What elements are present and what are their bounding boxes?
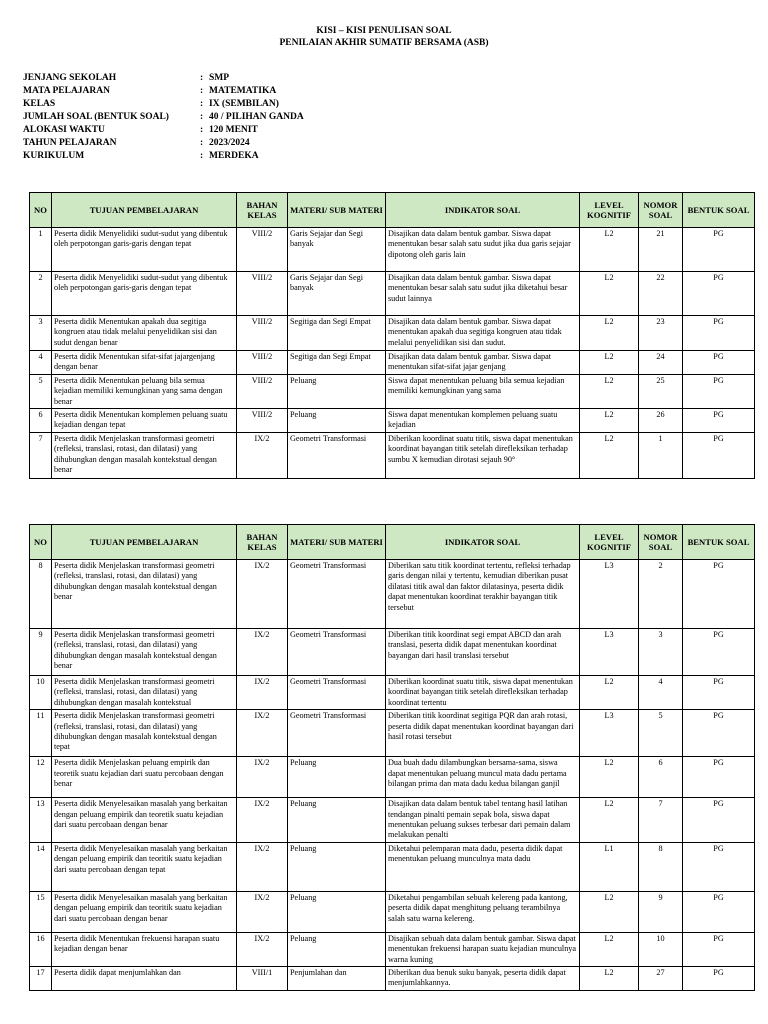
cell-nomor: 6 xyxy=(639,757,683,798)
cell-bentuk: PG xyxy=(683,757,755,798)
table-row xyxy=(30,432,755,478)
cell-bahan-kelas: VIII/2 xyxy=(237,409,288,433)
cell-tujuan: Peserta didik Menentukan sifat-sifat jajargenjang dengan benar xyxy=(52,351,237,375)
cell-indikator: Diberikan titik koordinat segitiga PQR dan arah rotasi, peserta didik dapat menentukan koordinat bayangan dari hasil rotasi tersebut xyxy=(386,710,580,757)
cell-bentuk: PG xyxy=(683,967,755,991)
cell-materi: Garis Sejajar dan Segi banyak xyxy=(288,272,386,316)
cell-no: 17 xyxy=(30,967,52,991)
cell-materi: Geometri Transformasi xyxy=(288,676,386,710)
info-value: SMP xyxy=(209,73,230,83)
cell-no: 3 xyxy=(30,316,52,351)
info-row xyxy=(23,98,304,111)
cell-tujuan: Peserta didik Menjelaskan transformasi geometri (refleksi, translasi, rotasi, dan dilatasi) yang dihubungkan dengan masalah kontekstual dengan benar xyxy=(52,432,237,478)
cell-tujuan: Peserta didik Menjelaskan peluang empirik dan teoretik suatu kejadian dari suatu percobaan dengan benar xyxy=(52,757,237,798)
cell-level: L1 xyxy=(580,842,639,891)
header-bentuk: BENTUK SOAL xyxy=(683,525,755,560)
info-label: JENJANG SEKOLAH xyxy=(23,73,117,83)
cell-bahan-kelas: IX/2 xyxy=(237,891,288,932)
table-row xyxy=(30,316,755,351)
cell-nomor: 26 xyxy=(639,409,683,433)
cell-bentuk: PG xyxy=(683,891,755,932)
cell-level: L3 xyxy=(580,629,639,676)
cell-nomor: 4 xyxy=(639,676,683,710)
cell-nomor: 1 xyxy=(639,432,683,478)
info-colon: : xyxy=(200,138,204,148)
cell-indikator: Disajikan sebuah data dalam bentuk gambar. Siswa dapat menentukan frekuensi harapan suatu kejadian munculnya warna kuning xyxy=(386,932,580,966)
header-no: NO xyxy=(30,525,52,560)
cell-bentuk: PG xyxy=(683,228,755,272)
cell-level: L2 xyxy=(580,316,639,351)
cell-materi: Peluang xyxy=(288,842,386,891)
cell-no: 4 xyxy=(30,351,52,375)
cell-tujuan: Peserta didik Menentukan frekuensi harapan suatu kejadian dengan benar xyxy=(52,932,237,966)
header-tujuan: TUJUAN PEMBELAJARAN xyxy=(52,193,237,228)
table-row xyxy=(30,629,755,676)
cell-indikator: Siswa dapat menentukan komplemen peluang suatu kejadian xyxy=(386,409,580,433)
cell-bentuk: PG xyxy=(683,316,755,351)
cell-bahan-kelas: IX/2 xyxy=(237,932,288,966)
cell-indikator: Disajikan data dalam bentuk gambar. Siswa dapat menentukan besar salah satu sudut jika dua garis sejajar dipotong oleh garis lain xyxy=(386,228,580,272)
cell-bahan-kelas: IX/2 xyxy=(237,710,288,757)
header-no: NO xyxy=(30,193,52,228)
cell-bentuk: PG xyxy=(683,272,755,316)
cell-level: L3 xyxy=(580,560,639,629)
info-colon: : xyxy=(200,86,204,96)
cell-tujuan: Peserta didik Menjelaskan transformasi geometri (refleksi, translasi, rotasi, dan dilatasi) yang dihubungkan dengan masalah kontekstual dengan tepat xyxy=(52,710,237,757)
header-materi: MATERI/ SUB MATERI xyxy=(288,193,386,228)
cell-indikator: Diberikan koordinat suatu titik, siswa dapat menentukan koordinat bayangan titik setelah direfleksikan terhadap sumbu X kemudian dirotasi sejauh 90° xyxy=(386,432,580,478)
cell-bentuk: PG xyxy=(683,798,755,843)
cell-materi: Peluang xyxy=(288,409,386,433)
cell-no: 11 xyxy=(30,710,52,757)
cell-no: 15 xyxy=(30,891,52,932)
cell-level: L2 xyxy=(580,757,639,798)
info-value: IX (SEMBILAN) xyxy=(209,99,279,109)
cell-level: L2 xyxy=(580,272,639,316)
table-row xyxy=(30,967,755,991)
cell-no: 1 xyxy=(30,228,52,272)
cell-no: 13 xyxy=(30,798,52,843)
info-row xyxy=(23,72,304,85)
cell-materi: Peluang xyxy=(288,798,386,843)
info-colon: : xyxy=(200,99,204,109)
cell-level: L2 xyxy=(580,351,639,375)
cell-bentuk: PG xyxy=(683,351,755,375)
cell-bentuk: PG xyxy=(683,560,755,629)
cell-nomor: 24 xyxy=(639,351,683,375)
cell-nomor: 7 xyxy=(639,798,683,843)
table-row xyxy=(30,932,755,966)
cell-level: L2 xyxy=(580,374,639,408)
kisi-table-1 xyxy=(29,192,755,479)
cell-nomor: 9 xyxy=(639,891,683,932)
info-colon: : xyxy=(200,151,204,161)
cell-nomor: 21 xyxy=(639,228,683,272)
cell-indikator: Diketahui pengambilan sebuah kelereng pada kantong, peserta didik dapat menghitung peluang terambilnya salah satu warna kelereng. xyxy=(386,891,580,932)
cell-tujuan: Peserta didik dapat menjumlahkan dan xyxy=(52,967,237,991)
cell-indikator: Diberikan dua benuk suku banyak, peserta didik dapat menjumlahkannya. xyxy=(386,967,580,991)
cell-nomor: 27 xyxy=(639,967,683,991)
cell-indikator: Disajikan data dalam bentuk tabel tentang hasil latihan tendangan pinalti pemain sepak bola, siswa dapat menentukan peluang sukses terbesar dari pemain dalam melakukan penalti xyxy=(386,798,580,843)
cell-indikator: Diketahui pelemparan mata dadu, peserta didik dapat menentukan peluang munculnya mata dadu xyxy=(386,842,580,891)
info-value: 40 / PILIHAN GANDA xyxy=(209,112,304,122)
cell-materi: Penjumlahan dan xyxy=(288,967,386,991)
cell-bahan-kelas: IX/2 xyxy=(237,560,288,629)
table-row xyxy=(30,757,755,798)
table-header-row xyxy=(30,525,755,560)
cell-bahan-kelas: VIII/2 xyxy=(237,316,288,351)
cell-bentuk: PG xyxy=(683,374,755,408)
cell-level: L2 xyxy=(580,228,639,272)
cell-materi: Peluang xyxy=(288,757,386,798)
info-colon: : xyxy=(200,112,204,122)
cell-level: L3 xyxy=(580,710,639,757)
info-value: 120 MENIT xyxy=(209,125,258,135)
cell-bentuk: PG xyxy=(683,409,755,433)
table-row xyxy=(30,710,755,757)
cell-bahan-kelas: VIII/1 xyxy=(237,967,288,991)
info-value: MATEMATIKA xyxy=(209,86,277,96)
cell-bahan-kelas: IX/2 xyxy=(237,757,288,798)
info-colon: : xyxy=(200,125,204,135)
cell-bentuk: PG xyxy=(683,432,755,478)
cell-tujuan: Peserta didik Menyelesaikan masalah yang berkaitan dengan peluang empirik dan teoritik suatu kejadian dari suatu percobaan dengan benar xyxy=(52,891,237,932)
cell-indikator: Dua buah dadu dilambungkan bersama-sama, siswa dapat menentukan peluang muncul mata dadu pertama bilangan prima dan mata dadu kedua bilangan ganjil xyxy=(386,757,580,798)
cell-tujuan: Peserta didik Menyelidiki sudut-sudut yang dibentuk oleh perpotongan garis-garis dengan tepat xyxy=(52,272,237,316)
cell-materi: Geometri Transformasi xyxy=(288,432,386,478)
cell-no: 10 xyxy=(30,676,52,710)
table-row xyxy=(30,228,755,272)
cell-no: 8 xyxy=(30,560,52,629)
cell-tujuan: Peserta didik Menjelaskan transformasi geometri (refleksi, translasi, rotasi, dan dilatasi) yang dihubungkan dengan masalah kontekstual xyxy=(52,676,237,710)
info-row xyxy=(23,150,304,163)
cell-indikator: Diberikan titik koordinat segi empat ABCD dan arah translasi, peserta didik dapat menentukan koordinat bayangan dari hasil translasi tersebut xyxy=(386,629,580,676)
header-bentuk: BENTUK SOAL xyxy=(683,193,755,228)
cell-indikator: Disajikan data dalam bentuk gambar. Siswa dapat menentukan sifat-sifat jajar genjang xyxy=(386,351,580,375)
cell-no: 14 xyxy=(30,842,52,891)
cell-tujuan: Peserta didik Menyelidiki sudut-sudut yang dibentuk oleh perpotongan garis-garis dengan tepat xyxy=(52,228,237,272)
cell-bahan-kelas: VIII/2 xyxy=(237,228,288,272)
cell-tujuan: Peserta didik Menentukan peluang bila semua kejadian memiliki kemungkinan yang sama dengan benar xyxy=(52,374,237,408)
table-row xyxy=(30,351,755,375)
cell-level: L2 xyxy=(580,798,639,843)
cell-bahan-kelas: VIII/2 xyxy=(237,272,288,316)
cell-no: 7 xyxy=(30,432,52,478)
cell-materi: Garis Sejajar dan Segi banyak xyxy=(288,228,386,272)
cell-level: L2 xyxy=(580,967,639,991)
cell-materi: Geometri Transformasi xyxy=(288,629,386,676)
header-level: LEVEL KOGNITIF xyxy=(580,525,639,560)
cell-nomor: 10 xyxy=(639,932,683,966)
info-label: KELAS xyxy=(23,99,56,109)
cell-no: 2 xyxy=(30,272,52,316)
cell-level: L2 xyxy=(580,432,639,478)
cell-bentuk: PG xyxy=(683,710,755,757)
cell-no: 9 xyxy=(30,629,52,676)
header-bahan-kelas: BAHAN KELAS xyxy=(237,193,288,228)
cell-bahan-kelas: IX/2 xyxy=(237,842,288,891)
table-row xyxy=(30,374,755,408)
info-label: KURIKULUM xyxy=(23,151,85,161)
table-row xyxy=(30,798,755,843)
cell-level: L2 xyxy=(580,891,639,932)
cell-bentuk: PG xyxy=(683,842,755,891)
cell-materi: Peluang xyxy=(288,932,386,966)
cell-tujuan: Peserta didik Menentukan komplemen peluang suatu kejadian dengan tepat xyxy=(52,409,237,433)
info-row xyxy=(23,111,304,124)
info-label: JUMLAH SOAL (BENTUK SOAL) xyxy=(23,112,169,122)
info-value: 2023/2024 xyxy=(209,138,250,148)
cell-nomor: 22 xyxy=(639,272,683,316)
header-nomor: NOMOR SOAL xyxy=(639,193,683,228)
cell-tujuan: Peserta didik Menyelesaikan masalah yang berkaitan dengan peluang empirik dan teoretik suatu kejadian dari suatu percobaan dengan benar xyxy=(52,798,237,843)
cell-materi: Segitiga dan Segi Empat xyxy=(288,316,386,351)
header-materi: MATERI/ SUB MATERI xyxy=(288,525,386,560)
table-row xyxy=(30,272,755,316)
header-level: LEVEL KOGNITIF xyxy=(580,193,639,228)
info-value: MERDEKA xyxy=(209,151,259,161)
cell-materi: Geometri Transformasi xyxy=(288,560,386,629)
cell-nomor: 8 xyxy=(639,842,683,891)
cell-indikator: Disajikan data dalam bentuk gambar. Siswa dapat menentukan besar salah satu sudut jika diketahui besar sudut lainnya xyxy=(386,272,580,316)
info-row xyxy=(23,85,304,98)
cell-nomor: 23 xyxy=(639,316,683,351)
cell-bahan-kelas: IX/2 xyxy=(237,676,288,710)
info-label: ALOKASI WAKTU xyxy=(23,125,105,135)
cell-tujuan: Peserta didik Menentukan apakah dua segitiga kongruen atau tidak melalui penyelidikan sisi dan sudut dengan benar xyxy=(52,316,237,351)
cell-materi: Geometri Transformasi xyxy=(288,710,386,757)
document-info xyxy=(23,72,304,163)
kisi-table-2 xyxy=(29,524,755,991)
header-bahan-kelas: BAHAN KELAS xyxy=(237,525,288,560)
cell-level: L2 xyxy=(580,676,639,710)
cell-no: 5 xyxy=(30,374,52,408)
header-indikator: INDIKATOR SOAL xyxy=(386,525,580,560)
cell-bahan-kelas: IX/2 xyxy=(237,629,288,676)
table-row xyxy=(30,842,755,891)
document-subtitle: PENILAIAN AKHIR SUMATIF BERSAMA (ASB) xyxy=(279,38,489,48)
cell-no: 16 xyxy=(30,932,52,966)
cell-materi: Peluang xyxy=(288,374,386,408)
table-row xyxy=(30,560,755,629)
cell-nomor: 5 xyxy=(639,710,683,757)
info-label: MATA PELAJARAN xyxy=(23,86,110,96)
info-colon: : xyxy=(200,73,204,83)
cell-tujuan: Peserta didik Menyelesaikan masalah yang berkaitan dengan peluang empirik dan teoritik suatu kejadian dari suatu percobaan dengan tepat xyxy=(52,842,237,891)
cell-indikator: Diberikan koordinat suatu titik, siswa dapat menentukan koordinat bayangan titik setelah direfleksikan terhadap koordinat tertentu xyxy=(386,676,580,710)
cell-indikator: Diberikan satu titik koordinat tertentu, refleksi terhadap garis dengan nilai y tertentu, kemudian diberikan pusat dilatasi titik awal dan faktor dilatasinya, peserta didik dapat menentukan koordinat terakhir bayangan titik tersebut xyxy=(386,560,580,629)
info-row xyxy=(23,124,304,137)
cell-bahan-kelas: VIII/2 xyxy=(237,374,288,408)
cell-nomor: 25 xyxy=(639,374,683,408)
cell-no: 6 xyxy=(30,409,52,433)
cell-materi: Segitiga dan Segi Empat xyxy=(288,351,386,375)
table-row xyxy=(30,409,755,433)
cell-nomor: 3 xyxy=(639,629,683,676)
cell-materi: Peluang xyxy=(288,891,386,932)
cell-tujuan: Peserta didik Menjelaskan transformasi geometri (refleksi, translasi, rotasi, dan dilatasi) yang dihubungkan dengan masalah kontekstual dengan benar xyxy=(52,629,237,676)
table-row xyxy=(30,676,755,710)
cell-level: L2 xyxy=(580,932,639,966)
header-nomor: NOMOR SOAL xyxy=(639,525,683,560)
header-tujuan: TUJUAN PEMBELAJARAN xyxy=(52,525,237,560)
cell-bentuk: PG xyxy=(683,932,755,966)
document-title: KISI – KISI PENULISAN SOAL xyxy=(316,26,452,36)
cell-bahan-kelas: IX/2 xyxy=(237,432,288,478)
table-header-row xyxy=(30,193,755,228)
cell-bentuk: PG xyxy=(683,676,755,710)
cell-bahan-kelas: IX/2 xyxy=(237,798,288,843)
cell-level: L2 xyxy=(580,409,639,433)
cell-tujuan: Peserta didik Menjelaskan transformasi geometri (refleksi, translasi, rotasi, dan dilatasi) yang dihubungkan dengan masalah kontekstual dengan benar xyxy=(52,560,237,629)
header-indikator: INDIKATOR SOAL xyxy=(386,193,580,228)
cell-nomor: 2 xyxy=(639,560,683,629)
table-row xyxy=(30,891,755,932)
cell-indikator: Disajikan data dalam bentuk gambar. Siswa dapat menentukan apakah dua segitiga kongruen atau tidak melalui penyelidikan sisi dan sudut. xyxy=(386,316,580,351)
info-row xyxy=(23,137,304,150)
cell-indikator: Siswa dapat menentukan peluang bila semua kejadian memiliki kemungkinan yang sama xyxy=(386,374,580,408)
info-label: TAHUN PELAJARAN xyxy=(23,138,117,148)
cell-no: 12 xyxy=(30,757,52,798)
cell-bahan-kelas: VIII/2 xyxy=(237,351,288,375)
cell-bentuk: PG xyxy=(683,629,755,676)
